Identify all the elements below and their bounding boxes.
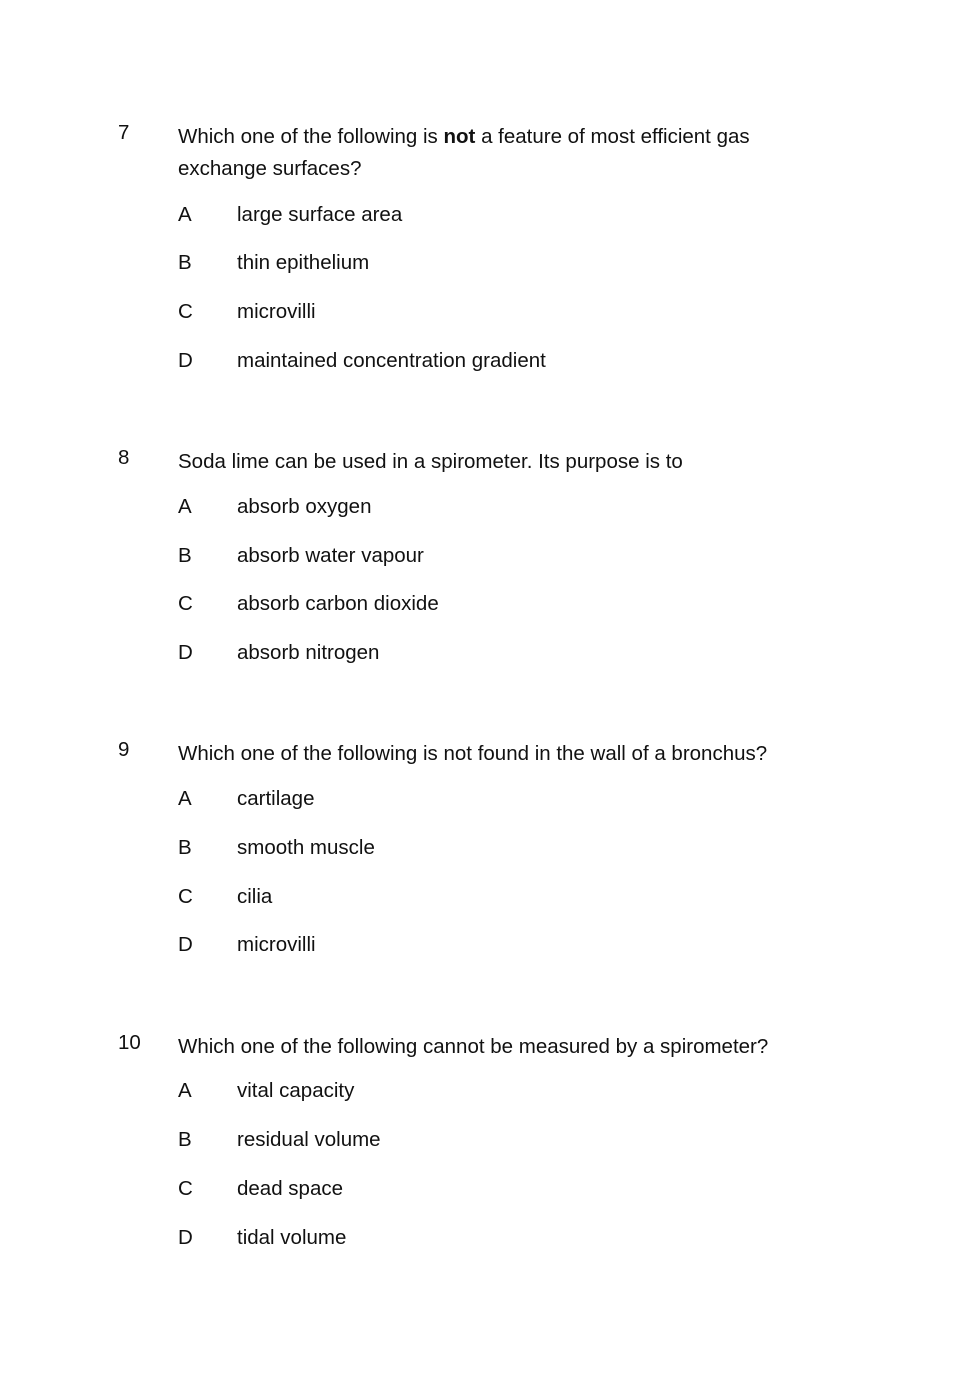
option-text: microvilli xyxy=(237,300,316,323)
option-letter: D xyxy=(178,1226,193,1249)
option-text: cartilage xyxy=(237,787,315,810)
option-letter: A xyxy=(178,787,192,810)
option-10-c[interactable] xyxy=(0,1177,978,1207)
option-9-c[interactable] xyxy=(0,885,978,915)
question-number: 9 xyxy=(118,738,130,761)
option-8-c[interactable] xyxy=(0,592,978,622)
option-10-d[interactable] xyxy=(0,1226,978,1256)
option-10-b[interactable] xyxy=(0,1128,978,1158)
question-text: Soda lime can be used in a spirometer. Its purpose is to xyxy=(178,450,683,473)
question-number: 8 xyxy=(118,446,130,469)
option-letter: D xyxy=(178,349,193,372)
option-text: smooth muscle xyxy=(237,836,375,859)
question-text xyxy=(178,121,818,185)
option-9-a[interactable] xyxy=(0,787,978,817)
option-letter: A xyxy=(178,495,192,518)
option-text: cilia xyxy=(237,885,273,908)
option-letter: B xyxy=(178,1128,192,1151)
option-7-d[interactable] xyxy=(0,349,978,379)
option-7-c[interactable] xyxy=(0,300,978,330)
option-letter: D xyxy=(178,641,193,664)
option-10-a[interactable] xyxy=(0,1079,978,1109)
option-letter: C xyxy=(178,592,193,615)
option-7-b[interactable] xyxy=(0,251,978,281)
option-letter: D xyxy=(178,933,193,956)
option-letter: B xyxy=(178,251,192,274)
option-8-d[interactable] xyxy=(0,641,978,671)
option-letter: B xyxy=(178,544,192,567)
option-9-b[interactable] xyxy=(0,836,978,866)
option-8-a[interactable] xyxy=(0,495,978,525)
option-text: vital capacity xyxy=(237,1079,355,1102)
question-text-part: Which one of the following is xyxy=(178,125,444,148)
question-text: Which one of the following is not found in the wall of a bronchus? xyxy=(178,742,768,765)
option-text: dead space xyxy=(237,1177,344,1200)
option-letter: A xyxy=(178,1079,192,1102)
option-letter: A xyxy=(178,203,192,226)
question-text-part: a feature of most efficient gas exchange surfaces? xyxy=(178,125,750,180)
question-number: 7 xyxy=(118,121,130,144)
option-text: large surface area xyxy=(237,203,403,226)
option-8-b[interactable] xyxy=(0,544,978,574)
option-9-d[interactable] xyxy=(0,933,978,963)
question-emphasis: not xyxy=(443,125,476,148)
option-text: absorb oxygen xyxy=(237,495,372,518)
option-text: maintained concentration gradient xyxy=(237,349,546,372)
option-text: absorb water vapour xyxy=(237,544,424,567)
option-text: absorb nitrogen xyxy=(237,641,380,664)
option-letter: C xyxy=(178,885,193,908)
question-number: 10 xyxy=(118,1031,141,1054)
option-text: absorb carbon dioxide xyxy=(237,592,439,615)
option-text: microvilli xyxy=(237,933,316,956)
question-text: Which one of the following cannot be measured by a spirometer? xyxy=(178,1035,769,1058)
option-text: residual volume xyxy=(237,1128,381,1151)
option-letter: C xyxy=(178,300,193,323)
option-letter: C xyxy=(178,1177,193,1200)
option-text: tidal volume xyxy=(237,1226,347,1249)
option-text: thin epithelium xyxy=(237,251,370,274)
option-letter: B xyxy=(178,836,192,859)
option-7-a[interactable] xyxy=(0,203,978,233)
